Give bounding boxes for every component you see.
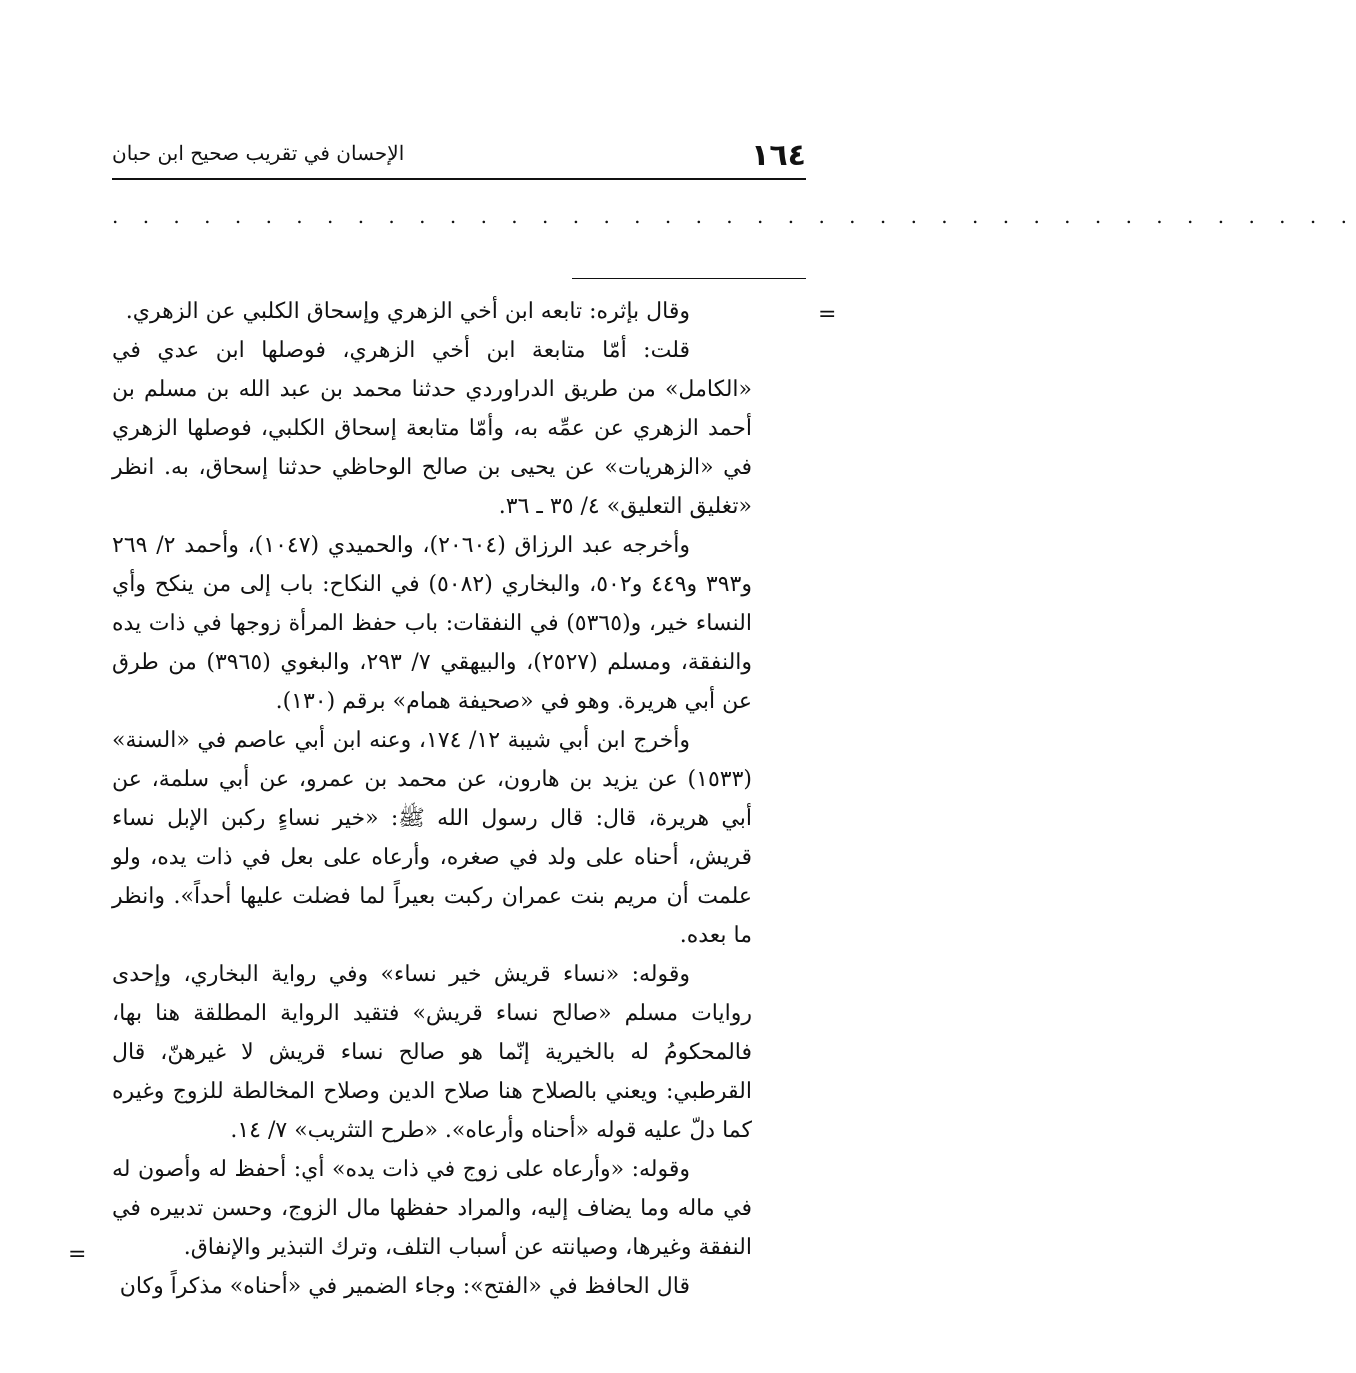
footnote-paragraph-6: وقوله: «وأرعاه على زوج في ذات يده» أي: أحفظ له وأصون له في ماله وما يضاف إليه، والمراد حفظها مال الزوج، وحسن تدبيره في النفقة وغيرها، وصيانته عن أسباب التلف، وترك التبذير والإنفاق. — [112, 1157, 752, 1260]
page-header — [112, 135, 806, 175]
footnote-continuation-mark-top: = — [818, 302, 837, 327]
main-text-placeholder-dots: . . . . . . . . . . . . . . . . . . . . . . . . . . . . . . . . . . . . . . . . . — [112, 204, 1356, 228]
footnote-continuation-mark-bottom: = — [68, 1242, 87, 1267]
footnote-paragraph-2: قلت: أمّا متابعة ابن أخي الزهري، فوصلها ابن عدي في «الكامل» من طريق الدراوردي حدثنا محمد بن عبد الله بن مسلم بن أحمد الزهري عن عمِّه به، وأمّا متابعة إسحاق الكلبي، فوصلها الزهري في «الزهريات» عن يحيى بن صالح الوحاظي حدثنا إسحاق، به. انظر «تغليق التعليق» ٤/ ٣٥ ـ ٣٦. — [112, 338, 752, 519]
footnote-text — [112, 292, 752, 1306]
running-title: الإحسان في تقريب صحيح ابن حبان — [112, 141, 405, 165]
header-rule — [112, 178, 806, 180]
footnote-paragraph-4: وأخرج ابن أبي شيبة ١٢/ ١٧٤، وعنه ابن أبي عاصم في «السنة» (١٥٣٣) عن يزيد بن هارون، عن محمد بن عمرو، عن أبي سلمة، عن أبي هريرة، قال: قال رسول الله ﷺ: «خير نساءٍ ركبن الإبل نساء قريش، أحناه على ولد في صغره، وأرعاه على بعل في ذات يده، ولو علمت أن مريم بنت عمران ركبت بعيراً لما فضلت عليها أحداً». وانظر ما بعده. — [112, 728, 753, 948]
footnote-separator — [572, 278, 806, 279]
footnote-paragraph-3: وأخرجه عبد الرزاق (٢٠٦٠٤)، والحميدي (١٠٤٧)، وأحمد ٢/ ٢٦٩ و٣٩٣ و٤٤٩ و٥٠٢، والبخاري (٥٠٨٢) في النكاح: باب إلى من ينكح وأي النساء خير، و(٥٣٦٥) في النفقات: باب حفظ المرأة زوجها في ذات يده والنفقة، ومسلم (٢٥٢٧)، والبيهقي ٧/ ٢٩٣، والبغوي (٣٩٦٥) من طرق عن أبي هريرة. وهو في «صحيفة همام» برقم (١٣٠). — [112, 533, 753, 714]
page-number: ١٦٤ — [751, 138, 806, 173]
footnote-paragraph-1: وقال بإثره: تابعه ابن أخي الزهري وإسحاق الكلبي عن الزهري. — [125, 299, 690, 324]
footnote-paragraph-7: قال الحافظ في «الفتح»: وجاء الضمير في «أحناه» مذكراً وكان — [119, 1274, 690, 1299]
footnote-paragraph-5: وقوله: «نساء قريش خير نساء» وفي رواية البخاري، وإحدى روايات مسلم «صالح نساء قريش» فتقيد الرواية المطلقة هنا بها، فالمحكومُ له بالخيرية إنّما هو صالح نساء قريش لا غيرهنّ، قال القرطبي: ويعني بالصلاح هنا صلاح الدين وصلاح المخالطة للزوج وغيره كما دلّ عليه قوله «أحناه وأرعاه». «طرح التثريب» ٧/ ١٤. — [112, 962, 752, 1143]
